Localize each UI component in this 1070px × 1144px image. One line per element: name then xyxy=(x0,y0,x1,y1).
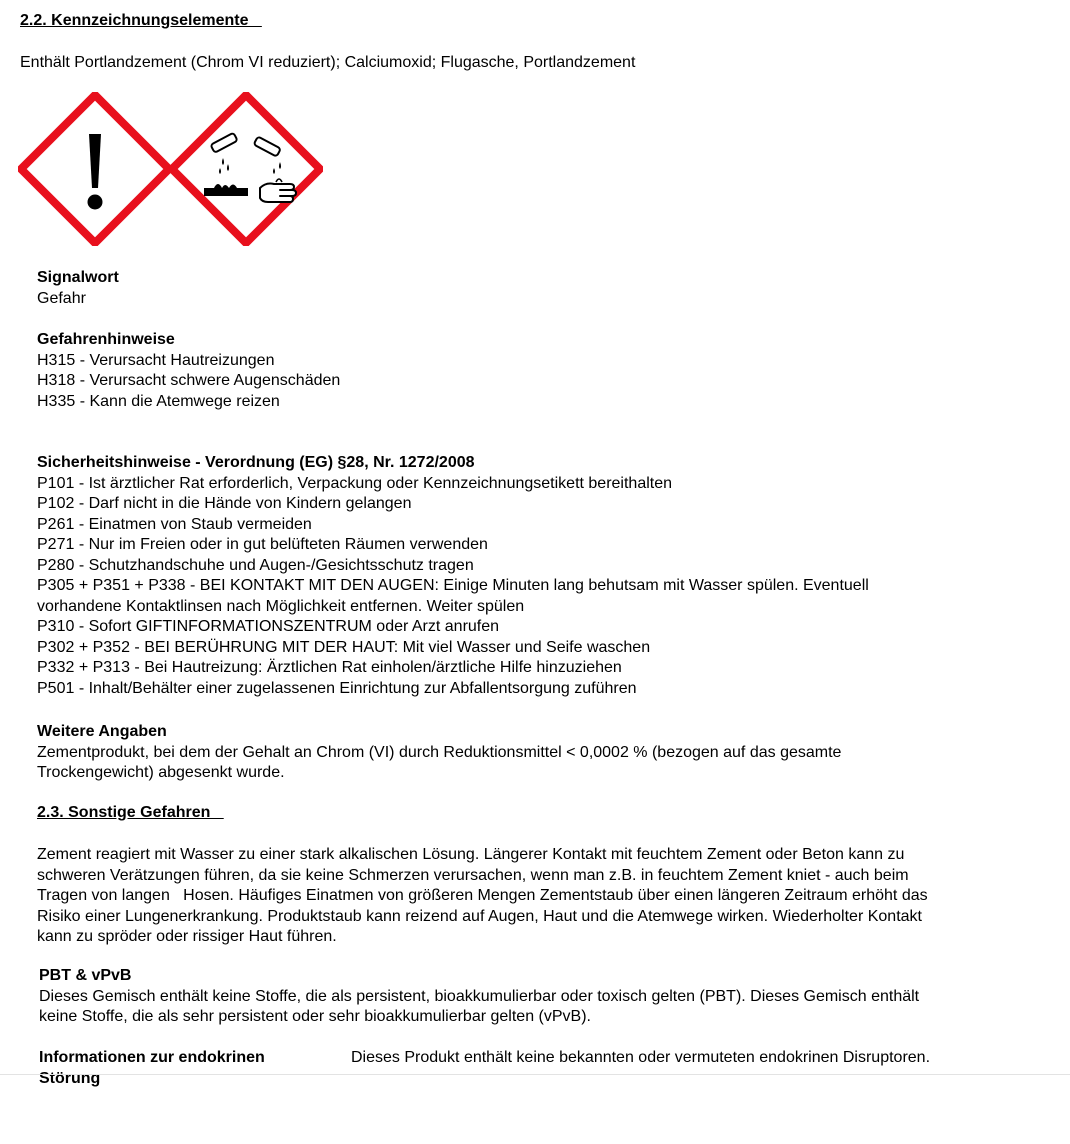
precaution-line: P271 - Nur im Freien oder in gut belüfteten Räumen verwenden xyxy=(37,536,488,553)
other-hazards-text xyxy=(37,845,928,948)
corrosion-icon xyxy=(172,95,320,243)
precaution-line: P332 + P313 - Bei Hautreizung: Ärztlichen Rat einholen/ärztliche Hilfe hinzuziehen xyxy=(37,659,622,676)
endocrine-label-line: Störung xyxy=(39,1069,101,1087)
precaution-line: P305 + P351 + P338 - BEI KONTAKT MIT DEN AUGEN: Einige Minuten lang behutsam mit Wasser spülen. Eventuell xyxy=(37,577,869,594)
further-line: Zementprodukt, bei dem der Gehalt an Chrom (VI) durch Reduktionsmittel < 0,0002 % (bezogen auf das gesamte xyxy=(37,743,842,761)
pbt-line: Dieses Gemisch enthält keine Stoffe, die als persistent, bioakkumulierbar oder toxisch gelten (PBT). Dieses Gemisch enthält xyxy=(39,987,920,1005)
page-divider xyxy=(0,1074,1070,1075)
precautionary-statements xyxy=(37,453,869,699)
ghs-pictograms xyxy=(18,92,323,246)
other-hazards-line: Zement reagiert mit Wasser zu einer stark alkalischen Lösung. Längerer Kontakt mit feuchtem Zement oder Beton kann zu xyxy=(37,846,905,863)
signal-word-value: Gefahr xyxy=(37,289,86,307)
pbt-label: PBT & vPvB xyxy=(39,967,132,984)
other-hazards-line: schweren Verätzungen führen, da sie keine Schmerzen verursachen, wenn man z.B. in feuchtem Zement kniet - auch beim xyxy=(37,866,909,884)
endocrine-label-line: Informationen zur endokrinen xyxy=(39,1049,265,1066)
precaution-label: Sicherheitshinweise - Verordnung (EG) §28, Nr. 1272/2008 xyxy=(37,454,475,471)
endocrine-value: Dieses Produkt enthält keine bekannten oder vermuteten endokrinen Disruptoren. xyxy=(351,1049,931,1066)
hazard-label: Gefahrenhinweise xyxy=(37,331,175,348)
further-info xyxy=(37,722,841,784)
signal-word-label: Signalwort xyxy=(37,269,119,286)
other-hazards-line: Tragen von langen Hosen. Häufiges Einatmen von größeren Mengen Zementstaub über einen längeren Zeitraum erhöht das xyxy=(37,887,928,904)
precaution-line: P280 - Schutzhandschuhe und Augen-/Gesichtsschutz tragen xyxy=(37,556,474,574)
precaution-line: P102 - Darf nicht in die Hände von Kindern gelangen xyxy=(37,495,412,512)
section-heading-2-2: 2.2. Kennzeichnungselemente xyxy=(20,12,262,29)
precaution-line: P310 - Sofort GIFTINFORMATIONSZENTRUM oder Arzt anrufen xyxy=(37,618,500,635)
pbt-line: keine Stoffe, die als sehr persistent oder sehr bioakkumulierbar gelten (vPvB). xyxy=(39,1008,591,1025)
further-line: Trockengewicht) abgesenkt wurde. xyxy=(37,764,285,781)
precaution-line: vorhandene Kontaktlinsen nach Möglichkeit entfernen. Weiter spülen xyxy=(37,597,525,615)
precaution-line: P501 - Inhalt/Behälter einer zugelassenen Einrichtung zur Abfallentsorgung zuführen xyxy=(37,679,637,697)
other-hazards-line: Risiko einer Lungenerkrankung. Produktstaub kann reizend auf Augen, Haut und die Atemwege wirken. Wiederholter Kontakt xyxy=(37,907,922,925)
pbt-block xyxy=(39,966,919,1028)
section-heading-2-3: 2.3. Sonstige Gefahren xyxy=(37,804,224,821)
exclamation-mark-icon xyxy=(21,95,169,243)
signal-word-block xyxy=(37,268,119,309)
precaution-line: P261 - Einatmen von Staub vermeiden xyxy=(37,515,312,533)
hazard-item: H318 - Verursacht schwere Augenschäden xyxy=(37,372,341,389)
hazard-item: H315 - Verursacht Hautreizungen xyxy=(37,351,275,369)
precaution-line: P101 - Ist ärztlicher Rat erforderlich, Verpackung oder Kennzeichnungsetikett bereithalten xyxy=(37,474,673,492)
contains-statement: Enthält Portlandzement (Chrom VI reduziert); Calciumoxid; Flugasche, Portlandzement xyxy=(20,54,636,71)
hazard-statements xyxy=(37,330,340,412)
hazard-item: H335 - Kann die Atemwege reizen xyxy=(37,392,280,410)
endocrine-label xyxy=(39,1048,265,1089)
further-label: Weitere Angaben xyxy=(37,723,167,740)
precaution-line: P302 + P352 - BEI BERÜHRUNG MIT DER HAUT: Mit viel Wasser und Seife waschen xyxy=(37,638,651,656)
other-hazards-line: kann zu spröder oder rissiger Haut führen. xyxy=(37,928,337,945)
